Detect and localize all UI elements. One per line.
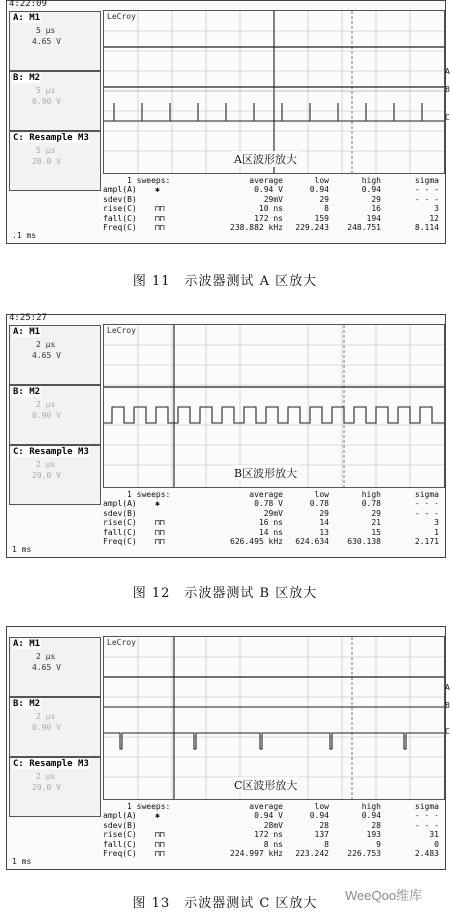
param-low: 29 xyxy=(319,508,329,518)
channel-a-box[interactable] xyxy=(9,325,101,385)
param-sigma: 3 xyxy=(434,518,439,528)
param-sigma: - - - xyxy=(414,499,439,509)
param-symbol: ⊓⊓ xyxy=(155,213,165,223)
param-average: 0.94 V xyxy=(254,811,283,821)
waveform-grid xyxy=(103,324,445,488)
low-header: low xyxy=(314,802,329,811)
param-average: 238.882 kHz xyxy=(230,222,283,232)
oscilloscope-screen xyxy=(6,0,450,244)
channel-a-voltdiv: 4.65 V xyxy=(32,663,61,672)
channel-a-box[interactable] xyxy=(9,11,101,71)
param-symbol: ⊓⊓ xyxy=(155,222,165,232)
trace-marker-a: A xyxy=(445,67,450,76)
measurement-row xyxy=(103,849,443,858)
channel-b-timediv: 2 µs xyxy=(36,712,56,721)
param-high: 28 xyxy=(371,820,381,830)
param-low: 8 xyxy=(324,204,329,214)
measurement-row xyxy=(103,811,443,820)
param-sigma: 31 xyxy=(429,830,439,840)
channel-c-voltdiv: 20.0 V xyxy=(32,471,61,480)
trace-marker-c: C xyxy=(445,113,450,122)
channel-a-timediv: 2 µs xyxy=(36,340,56,349)
brand-label: LeCroy xyxy=(107,12,136,21)
channel-b-voltdiv: 0.90 V xyxy=(32,411,61,420)
low-header: low xyxy=(314,490,329,499)
trace-marker-a: A xyxy=(445,683,450,692)
param-sigma: - - - xyxy=(414,508,439,518)
param-average: 0.78 V xyxy=(254,499,283,509)
param-low: 13 xyxy=(319,527,329,537)
param-low: 14 xyxy=(319,518,329,528)
param-low: 0.78 xyxy=(309,499,329,509)
measurement-header xyxy=(103,176,443,185)
param-low: 229.243 xyxy=(295,222,329,232)
region-label: A区波形放大 xyxy=(234,153,297,166)
sigma-header: sigma xyxy=(414,490,439,499)
param-symbol: ✱ xyxy=(155,499,160,509)
param-symbol: ✱ xyxy=(155,185,160,195)
average-header: average xyxy=(249,802,283,811)
channel-a-voltdiv: 4.65 V xyxy=(32,351,61,360)
sigma-header: sigma xyxy=(414,802,439,811)
param-low: 223.242 xyxy=(295,848,329,858)
oscilloscope-screen xyxy=(6,626,450,870)
channel-a-timediv: 2 µs xyxy=(36,652,56,661)
param-high: 630.138 xyxy=(347,536,381,546)
param-symbol: ✱ xyxy=(155,811,160,821)
param-name: fall(C) xyxy=(103,839,137,849)
channel-a-box[interactable] xyxy=(9,637,101,697)
timestamp: 4:22:09 xyxy=(9,0,47,9)
param-name: sdev(B) xyxy=(103,194,137,204)
measurement-row xyxy=(103,840,443,849)
param-high: 15 xyxy=(371,527,381,537)
param-sigma: 0 xyxy=(434,839,439,849)
channel-a-voltdiv: 4.65 V xyxy=(32,37,61,46)
timebase-readout: .1 ms xyxy=(12,231,37,240)
channel-b-voltdiv: 0.90 V xyxy=(32,723,61,732)
param-low: 29 xyxy=(319,194,329,204)
sweeps-header: 1 sweeps: xyxy=(127,802,171,811)
param-average: 10 ns xyxy=(258,204,283,214)
measurement-row xyxy=(103,509,443,518)
channel-c-timediv: 2 µs xyxy=(36,772,56,781)
param-average: 172 ns xyxy=(254,830,283,840)
param-name: ampl(A) xyxy=(103,185,137,195)
param-name: rise(C) xyxy=(103,204,137,214)
param-low: 28 xyxy=(319,820,329,830)
measurement-table xyxy=(103,802,443,858)
param-low: 624.634 xyxy=(295,536,329,546)
param-symbol: ⊓⊓ xyxy=(155,204,165,214)
param-sigma: 12 xyxy=(429,213,439,223)
param-high: 29 xyxy=(371,508,381,518)
channel-panel xyxy=(8,635,100,868)
param-average: 172 ns xyxy=(254,213,283,223)
measurement-row xyxy=(103,830,443,839)
param-low: 159 xyxy=(314,213,329,223)
measurement-row xyxy=(103,528,443,537)
measurement-row xyxy=(103,185,443,194)
measurement-table xyxy=(103,176,443,232)
param-high: 21 xyxy=(371,518,381,528)
trace-marker-c: C xyxy=(445,727,450,736)
param-symbol: ⊓⊓ xyxy=(155,527,165,537)
channel-c-label: C: Resample M3 xyxy=(13,447,89,457)
param-sigma: - - - xyxy=(414,185,439,195)
channel-b-voltdiv: 0.90 V xyxy=(32,97,61,106)
measurement-table xyxy=(103,490,443,546)
param-high: 226.753 xyxy=(347,848,381,858)
region-label: B区波形放大 xyxy=(234,467,298,480)
measurement-row xyxy=(103,499,443,508)
sweeps-header: 1 sweeps: xyxy=(127,176,171,185)
region-label: C区波形放大 xyxy=(234,779,298,792)
param-name: rise(C) xyxy=(103,518,137,528)
timestamp: 4:25:27 xyxy=(9,313,47,323)
param-low: 8 xyxy=(324,839,329,849)
figure-caption: 图 11 示波器测试 A 区放大 xyxy=(132,274,318,289)
param-sigma: - - - xyxy=(414,811,439,821)
param-name: Freq(C) xyxy=(103,222,137,232)
figure-caption: 图 13 示波器测试 C 区放大 xyxy=(132,896,318,911)
timebase-readout: 1 ms xyxy=(12,545,32,554)
channel-a-timediv: 5 µs xyxy=(36,26,56,35)
param-low: 137 xyxy=(314,830,329,840)
channel-b-timediv: 5 µs xyxy=(36,86,56,95)
measurement-row xyxy=(103,518,443,527)
channel-b-box[interactable] xyxy=(9,697,101,757)
high-header: high xyxy=(361,802,381,811)
param-average: 0.94 V xyxy=(254,185,283,195)
low-header: low xyxy=(314,176,329,185)
param-average: 14 ns xyxy=(258,527,283,537)
channel-c-voltdiv: 20.0 V xyxy=(32,783,61,792)
timebase-readout: 1 ms xyxy=(12,857,32,866)
channel-b-label: B: M2 xyxy=(13,699,41,709)
param-sigma: 8.114 xyxy=(414,222,439,232)
param-sigma: - - - xyxy=(414,820,439,830)
channel-c-label: C: Resample M3 xyxy=(13,133,89,143)
channel-panel xyxy=(8,9,100,242)
sweeps-header: 1 sweeps: xyxy=(127,490,171,499)
param-symbol: ⊓⊓ xyxy=(155,839,165,849)
high-header: high xyxy=(361,490,381,499)
channel-c-box[interactable] xyxy=(9,131,101,191)
waveform-grid xyxy=(103,10,445,174)
measurement-row xyxy=(103,214,443,223)
sigma-header: sigma xyxy=(414,176,439,185)
figure-caption: 图 12 示波器测试 B 区放大 xyxy=(132,586,318,601)
measurement-header xyxy=(103,802,443,811)
param-sigma: 3 xyxy=(434,204,439,214)
param-low: 0.94 xyxy=(309,185,329,195)
trace-marker-b: B xyxy=(445,85,450,94)
channel-c-box[interactable] xyxy=(9,757,101,817)
param-average: 29mV xyxy=(263,508,283,518)
measurement-header xyxy=(103,490,443,499)
param-symbol: ⊓⊓ xyxy=(155,518,165,528)
channel-c-timediv: 2 µs xyxy=(36,460,56,469)
high-header: high xyxy=(361,176,381,185)
param-name: ampl(A) xyxy=(103,811,137,821)
param-name: sdev(B) xyxy=(103,508,137,518)
param-average: 8 ns xyxy=(263,839,283,849)
channel-c-label: C: Resample M3 xyxy=(13,759,89,769)
channel-a-label: A: M1 xyxy=(13,327,41,337)
param-sigma: 2.171 xyxy=(414,536,439,546)
param-name: ampl(A) xyxy=(103,499,137,509)
measurement-row xyxy=(103,204,443,213)
param-high: 16 xyxy=(371,204,381,214)
param-average: 29mV xyxy=(263,194,283,204)
param-average: 224.997 kHz xyxy=(230,848,283,858)
channel-a-label: A: M1 xyxy=(13,13,41,23)
param-name: rise(C) xyxy=(103,830,137,840)
param-name: fall(C) xyxy=(103,213,137,223)
channel-c-timediv: 5 µs xyxy=(36,146,56,155)
channel-b-label: B: M2 xyxy=(13,387,41,397)
channel-b-timediv: 2 µs xyxy=(36,400,56,409)
channel-b-label: B: M2 xyxy=(13,73,41,83)
param-high: 9 xyxy=(376,839,381,849)
param-average: 16 ns xyxy=(258,518,283,528)
param-low: 0.94 xyxy=(309,811,329,821)
param-high: 194 xyxy=(366,213,381,223)
waveform-svg xyxy=(104,637,444,799)
brand-label: LeCroy xyxy=(107,326,136,335)
param-average: 626.495 kHz xyxy=(230,536,283,546)
oscilloscope-screen xyxy=(6,314,446,558)
param-high: 0.94 xyxy=(361,811,381,821)
average-header: average xyxy=(249,176,283,185)
param-high: 0.78 xyxy=(361,499,381,509)
waveform-svg xyxy=(104,325,444,487)
channel-b-box[interactable] xyxy=(9,385,101,445)
channel-c-voltdiv: 20.0 V xyxy=(32,157,61,166)
measurement-row xyxy=(103,195,443,204)
brand-label: LeCroy xyxy=(107,638,136,647)
param-average: 28mV xyxy=(263,820,283,830)
param-name: fall(C) xyxy=(103,527,137,537)
waveform-svg xyxy=(104,11,444,173)
average-header: average xyxy=(249,490,283,499)
param-sigma: 1 xyxy=(434,527,439,537)
channel-panel xyxy=(8,323,100,556)
watermark: WeeQoo维库 xyxy=(345,888,423,903)
param-sigma: - - - xyxy=(414,194,439,204)
waveform-grid xyxy=(103,636,445,800)
param-symbol: ⊓⊓ xyxy=(155,830,165,840)
channel-b-box[interactable] xyxy=(9,71,101,131)
param-high: 248.751 xyxy=(347,222,381,232)
param-high: 29 xyxy=(371,194,381,204)
measurement-row xyxy=(103,821,443,830)
param-name: sdev(B) xyxy=(103,820,137,830)
param-name: Freq(C) xyxy=(103,848,137,858)
param-sigma: 2.483 xyxy=(414,848,439,858)
channel-a-label: A: M1 xyxy=(13,639,41,649)
param-symbol: ⊓⊓ xyxy=(155,848,165,858)
param-name: Freq(C) xyxy=(103,536,137,546)
measurement-row xyxy=(103,223,443,232)
channel-c-box[interactable] xyxy=(9,445,101,505)
param-high: 193 xyxy=(366,830,381,840)
measurement-row xyxy=(103,537,443,546)
param-symbol: ⊓⊓ xyxy=(155,536,165,546)
trace-marker-b: B xyxy=(445,701,450,710)
param-high: 0.94 xyxy=(361,185,381,195)
